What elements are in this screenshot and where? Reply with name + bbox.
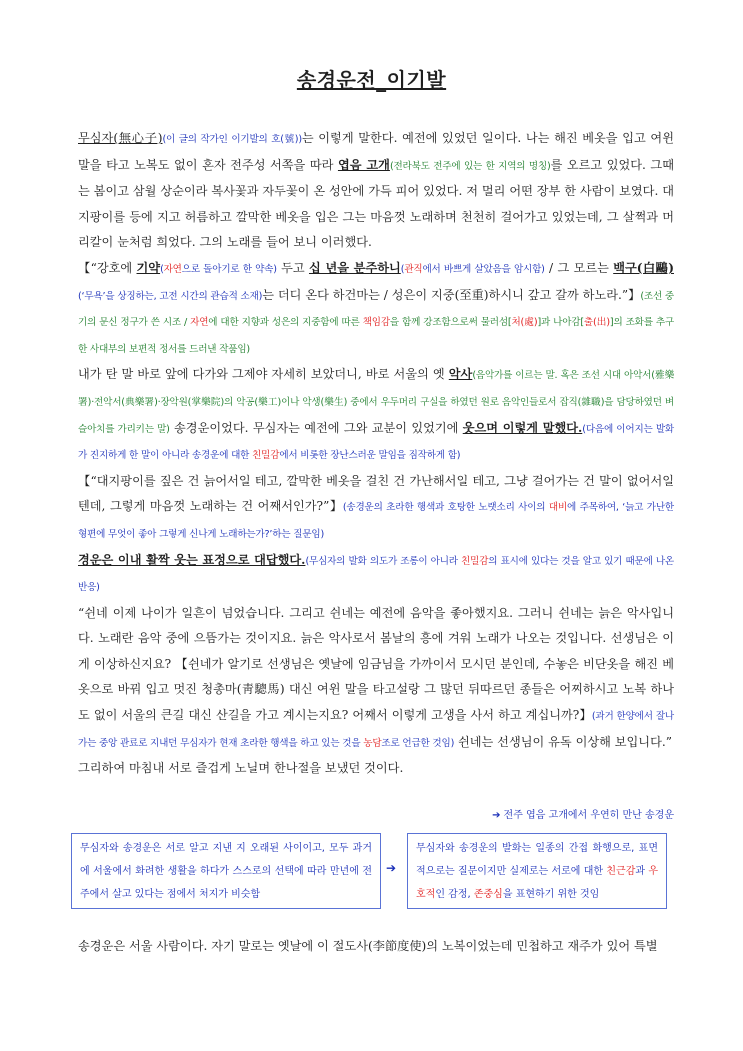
text: 내가 탄 말 바로 앞에 다가와 그제야 자세히 보았더니, 바로 서울의 옛 <box>78 367 449 382</box>
annotation: (이 글의 작가인 이기발의 호(號)) <box>162 134 302 145</box>
annotation: (다음에 이어지는 발화가 진지하게 한 말이 아니라 송경운에 대한 <box>78 423 674 462</box>
emphasis: 존중심 <box>473 889 503 900</box>
annotation: (조선 중기의 문신 정구가 쓴 시조 / <box>78 290 674 329</box>
page-title: 송경운전_이기발 <box>296 68 447 92</box>
annotation: ]과 나아감[ <box>537 317 584 329</box>
text: / 그 모르는 <box>544 260 614 275</box>
keyword: 웃으며 이렇게 말했다. <box>462 420 583 435</box>
annotation: 에 주목하여, ‘늙고 가난한 형편에 무엇이 좋아 그렇게 신나게 노래하는가?’하는 질문임) <box>78 502 674 540</box>
annotation: 에서 비롯한 장난스러운 말임을 짐작하게 함) <box>279 450 461 462</box>
explanation-box-right <box>407 833 667 909</box>
keyword: 기약 <box>136 260 161 275</box>
summary-note-text: 전주 엽음 고개에서 우연히 만난 송경운 <box>503 810 674 821</box>
keyword-place: 엽음 고개 <box>337 157 390 172</box>
annotation: ( <box>400 263 405 275</box>
summary-note <box>70 806 674 821</box>
text: 인 감정, <box>435 889 474 900</box>
annotation: (송경운의 초라한 행색과 호탕한 노랫소리 사이의 <box>342 502 549 514</box>
annotation: 에서 바쁘게 살았음을 암시함) <box>422 263 545 275</box>
keyword: 악사 <box>448 367 473 382</box>
annotation-emphasis: 자연 <box>190 317 209 329</box>
text: “쉰네 이제 나이가 일흔이 넘었습니다. 그리고 쉰네는 예전에 음악을 좋아했지요. 그러니 쉰네는 늙은 악사입니다. 노래란 음악 중에 으뜸가는 것이지요. 늙은 악사로서 봄날의 흥에 겨워 노래가 나오는 것입니다. 선생님은 이게 이상하신지요? 【쉰네가 알기로 선생님은 옛날에 임금님을 가까이서 모시던 분인데, 수놓은 비단옷을 해진 베옷으로 바꿔 입고 멋진 청총마(靑驄馬) 대신 여윈 말을 타고설랑 그 많던 뒤따르던 종들은 어찌하시고 노복 하나도 없이 서울의 큰길 대신 산길을 가고 계시는지요? 어째서 이렇게 고생을 사서 하고 계십니까?】 <box>78 605 674 723</box>
annotation-emphasis: 친밀감 <box>252 450 280 462</box>
annotation: 으로 돌아기로 한 약속) <box>181 263 277 275</box>
text: 쉰네는 선생님이 유독 이상해 보입니다.” <box>454 734 672 749</box>
paragraph-7: 그리하여 마침내 서로 즐겁게 노닐며 한나절을 보냈던 것이다. <box>78 761 404 776</box>
annotation-emphasis: 자연 <box>163 263 182 275</box>
keyword: 십 년을 분주하니 <box>308 260 401 275</box>
body-text <box>70 126 674 782</box>
final-paragraph <box>70 934 674 959</box>
annotation: (무심자의 발화 의도가 조롱이 아니라 <box>305 555 462 567</box>
arrow-right-icon: ➔ <box>386 861 397 875</box>
emphasis: 친근감 <box>606 866 636 877</box>
paragraph-6 <box>70 601 674 757</box>
annotation: 의 표시에 있다는 것을 알고 있기 때문에 나온 반응) <box>78 555 674 594</box>
keyword: 백구(白鷗) <box>613 260 674 275</box>
text: 송경운은 서울 사람이다. 자기 말로는 옛날에 이 절도사(李節度使)의 노복이었는데 민첩하고 재주가 있어 특별 <box>78 939 658 953</box>
annotation: 을 함께 강조함으로써 물러섬[ <box>389 317 512 329</box>
keyword: 경운은 이내 활짝 웃는 표정으로 대답했다. <box>78 552 306 567</box>
annotation: (과거 한양에서 잘나가는 중앙 관료로 지내던 무심자가 현재 초라한 행색을 하고 있는 것을 <box>78 711 674 749</box>
annotation-emphasis: 대비 <box>548 502 568 514</box>
paragraph-3 <box>70 362 674 468</box>
paragraph-2-poem <box>70 256 674 362</box>
annotation: 에 대한 지향과 성은의 지중함에 따른 <box>208 317 363 329</box>
annotation: (음악가를 이르는 말. 혹은 조선 시대 아악서(雅樂署)·전악서(典樂署)·장악원(掌樂院)의 악공(樂工)이나 악생(樂生) 중에서 우두머리 구실을 하였던 원로 음악인들로서 잡직(雜職)을 담당하였던 벼슬아치를 가리키는 말) <box>78 370 674 435</box>
annotation: 조로 언급한 것임) <box>381 737 455 749</box>
text: 【“강호에 <box>78 260 137 275</box>
annotation-emphasis: 농담 <box>363 737 382 749</box>
text: 을 표현하기 위한 것임 <box>502 889 600 900</box>
text: 【“대지팡이를 짚은 건 늙어서일 테고, 깔막한 베옷을 걸친 건 가난해서일 테고, 그냥 걸어가는 건 말이 없어서일 텐데, 그렇게 마음껏 노래하는 건 어째서인가?”】 <box>78 473 674 514</box>
paragraph-4 <box>70 469 674 548</box>
annotation: (전라북도 전주에 있는 한 지역의 명칭) <box>389 160 551 172</box>
text: 두고 <box>276 260 309 275</box>
explanation-box-left: 무심자와 송경운은 서로 알고 지낸 지 오래된 사이이고, 모두 과거에 서울에서 화려한 생활을 하다가 스스로의 선택에 따라 만년에 전주에서 살고 있다는 점에서 처지가 비슷함 <box>71 833 381 909</box>
arrow-right-icon: ➔ <box>492 810 501 821</box>
text: 를 오르고 있었다. 그때는 봄이고 삼월 상순이라 복사꽃과 자두꽃이 온 성안에 가득 피어 있었다. 저 멀리 어떤 장부 한 사람이 보였다. 대지팡이를 등에 지고 허름하고 깔막한 베옷을 입은 그는 마음껏 노래하며 천천히 걸어가고 있었는데, 그 살쩍과 머리칼이 눈처럼 희었다. 그의 노래를 들어 보니 이러했다. <box>78 157 674 250</box>
text: 는 더디 온다 하건마는 / 성은이 지중(至重)하시니 갚고 갈까 하노라.”】 <box>262 287 641 302</box>
annotation: ( <box>160 263 164 275</box>
text: 송경운이었다. 무심자는 예전에 그와 교분이 있었기에 <box>169 420 463 435</box>
paragraph-1 <box>70 126 674 256</box>
text: 는 이렇게 말한다. 예전에 있었던 일이다. 나는 해진 베옷을 입고 여윈 말을 타고 노복도 없이 혼자 전주성 서쪽을 따라 <box>78 131 674 172</box>
annotation: ]의 조화를 추구한 사대부의 보편적 정서를 드러낸 작품임) <box>78 317 674 355</box>
paragraph-5 <box>70 548 674 601</box>
text: 무심자와 송경운의 발화는 일종의 간접 화행으로, 표면적으로는 질문이지만 실제로는 서로에 대한 <box>416 843 658 877</box>
annotation-emphasis: 관직 <box>404 263 423 275</box>
annotation-emphasis: 책임감 <box>362 317 390 329</box>
annotation-emphasis: 처(處) <box>511 317 538 329</box>
keyword-musimja: 무심자(無心子) <box>78 131 163 145</box>
emphasis: 우호적 <box>416 866 658 900</box>
annotation: (‘무욕’을 상징하는, 고전 시간의 관습적 소재) <box>78 290 263 302</box>
text: 과 <box>635 866 649 877</box>
annotation-emphasis: 출(出) <box>583 317 610 329</box>
annotation-emphasis: 친밀감 <box>461 555 489 567</box>
